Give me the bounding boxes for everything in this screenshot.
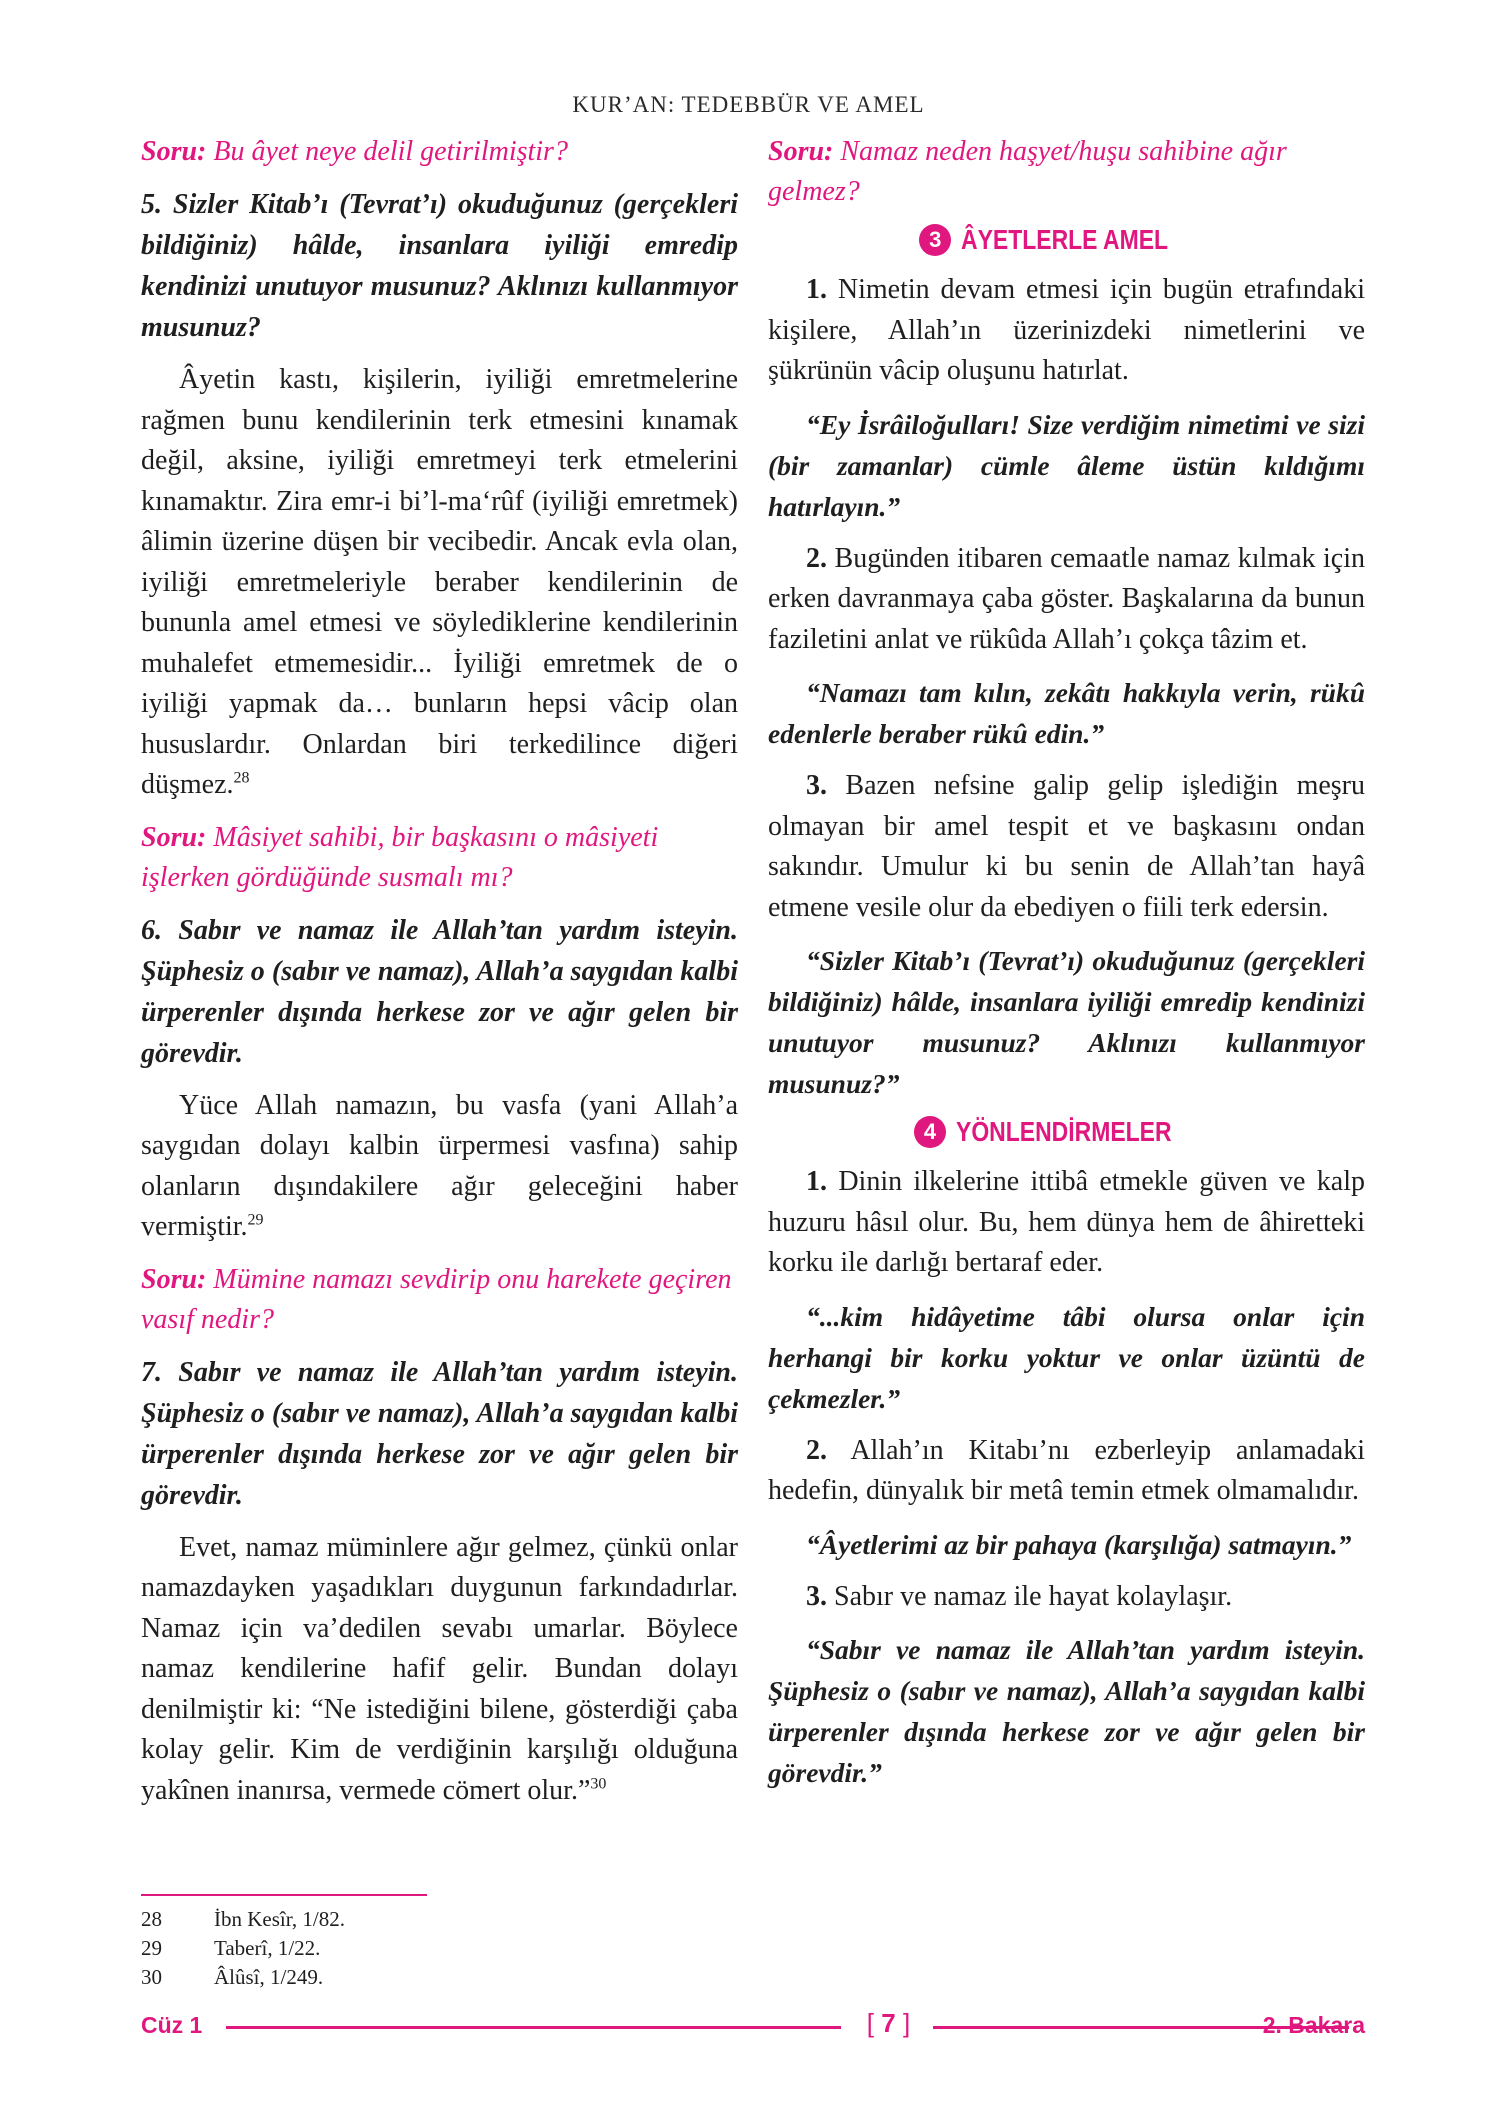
list-item [768,270,1365,392]
question-2 [141,818,738,898]
item-text: Bazen nefsine galip gelip işlediğin meşru olmayan bir amel tespit et ve başkasını ondan sakındır. Umulur ki bu senin de Allah’tan hayâ etmene vesile olur da ebediyen o fiili terk edersin. [768,770,1365,923]
verse-quote: “...kim hidâyetime tâbi olursa onlar için herhangi bir korku yoktur ve onlar üzüntü de çekmezler.” [768,1300,1365,1414]
footnotes [141,1905,641,1992]
item-number: 1. [806,274,827,305]
bracket-close: ] [902,2008,911,2038]
item-number: 3. [806,1580,827,1612]
item-text: Bugünden itibaren cemaatle namaz kılmak için erken davranmaya çaba göster. Başkalarına da bunun faziletini anlat ve rükûda Allah’ı çokça tâzim et. [768,542,1365,655]
verse-quote: “Ey İsrâiloğulları! Size verdiğim nimetimi ve sizi (bir zamanlar) cümle âleme üstün kıldığımı hatırlayın.” [768,408,1365,522]
item-number: 3. [806,770,827,801]
footnote-ref[interactable]: 30 [590,1775,607,1793]
item-number: 2. [806,1434,827,1466]
page-footer [141,2010,1365,2040]
footer-rule-left [226,2026,841,2029]
footnote-number: 29 [141,1936,162,1960]
footnote-divider [141,1894,427,1896]
question-label: Soru: [141,821,207,853]
footnote-text: İbn Kesîr, 1/82. [214,1907,345,1931]
list-item [768,1577,1365,1618]
footnote-text: Âlûsî, 1/249. [214,1965,324,1989]
list-item [768,539,1365,661]
item-number: 1. [806,1166,827,1197]
item-text: Dinin ilkelerine ittibâ etmekle güven ve kalp huzuru hâsıl olur. Bu, hem dünya hem de âhiretteki korku ile darlığı bertaraf eder. [768,1166,1365,1278]
bracket-open: [ [866,2008,875,2038]
section-title: YÖNLENDİRMELER [956,1116,1172,1147]
commentary-paragraph-3 [141,1528,738,1812]
question-1 [141,132,738,172]
left-column [141,132,738,1823]
page-number [861,2008,916,2039]
list-item [768,1431,1365,1512]
question-label: Soru: [141,1263,207,1295]
footnote-number: 30 [141,1965,162,1989]
section-number-badge: 4 [914,1116,946,1148]
list-item [768,1162,1365,1284]
paragraph-text: Evet, namaz müminlere ağır gelmez, çünkü onlar namazdayken yaşadıkları duygunun farkındadırlar. Namaz için va’dedilen sevabı umarlar. Böylece namaz kendilerine hafif gelir. Bundan dolayı denilmiştir ki: “Ne istediğini bilene, gösterdiği çaba kolay gelir. Kim de verdiğinin karşılığı olduğuna yakînen inanırsa, vermede cömert olur.” [141,1531,738,1806]
list-item [768,766,1365,928]
verse-quote: “Sabır ve namaz ile Allah’tan yardım isteyin. Şüphesiz o (sabır ve namaz), Allah’a saygıdan kalbi ürperenler dışında herkese zor ve ağır gelen bir görevdir.” [768,1634,1365,1788]
item-text: Allah’ın Kitabı’nı ezberleyip anlamadaki hedefin, dünyalık bir metâ temin etmek olmamalıdır. [768,1434,1365,1506]
question-text: Mümine namazı sevdirip onu harekete geçiren vasıf nedir? [141,1263,732,1335]
question-label: Soru: [141,136,207,167]
section-heading-4 [768,1116,1365,1148]
juz-label: Cüz 1 [141,2012,203,2038]
paragraph-text: Yüce Allah namazın, bu vasfa (yani Allah’a saygıdan dolayı kalbin ürpermesi vasfına) sahip olanların dışındakilere ağır geleceğini haber vermiştir. [141,1089,738,1242]
footnote-item [141,1963,641,1992]
question-text: Namaz neden haşyet/huşu sahibine ağır gelmez? [768,136,1287,207]
verse-quote: “Namazı tam kılın, zekâtı hakkıyla verin, rükû edenlerle beraber rükû edin.” [768,677,1365,749]
paragraph-text: Âyetin kastı, kişilerin, iyiliği emretmelerine rağmen bunu kendilerinin terk etmesini kınamak değil, aksine, iyiliği emretmeyi terk etmelerini kınamaktır. Zira emr-i bi’l-ma‘rûf (iyiliği emretmek) âlimin üzerine düşen bir vecibedir. Ancak evla olan, iyiliği emretmeleriyle beraber kendilerinin de bununla amel etmesi ve söylediklerine kendilerinin muhalefet etmemesidir... İyiliği emretmek de o iyiliği yapmak da… bunların hepsi vâcip olan hususlardır. Onlardan biri terkedilince diğeri düşmez. [141,364,738,800]
verse-quote: “Sizler Kitab’ı (Tevrat’ı) okuduğunuz (gerçekleri bildiğiniz) hâlde, insanlara iyiliği emredip kendinizi unutuyor musunuz? Aklınızı kullanmıyor musunuz?” [768,945,1365,1099]
footnote-text: Taberî, 1/22. [214,1936,321,1960]
item-text: Sabır ve namaz ile hayat kolaylaşır. [827,1580,1233,1612]
question-label: Soru: [768,136,834,167]
question-text: Bu âyet neye delil getirilmiştir? [206,136,568,167]
verse-6: 6. Sabır ve namaz ile Allah’tan yardım isteyin. Şüphesiz o (sabır ve namaz), Allah’a saygıdan kalbi ürperenler dışında herkese zor ve ağır gelen bir görevdir. [141,914,738,1069]
commentary-paragraph-1 [141,360,738,806]
verse-5: 5. Sizler Kitab’ı (Tevrat’ı) okuduğunuz (gerçekleri bildiğiniz) hâlde, insanlara iyiliği emredip kendinizi unutuyor musunuz? Aklınızı kullanmıyor musunuz? [141,189,738,343]
right-column [768,132,1365,1805]
footnote-item [141,1934,641,1963]
section-heading-3 [768,224,1365,256]
footnote-item [141,1905,641,1934]
question-text: Mâsiyet sahibi, bir başkasını o mâsiyeti işlerken gördüğünde susmalı mı? [141,821,659,893]
question-4 [768,132,1365,212]
footnote-ref[interactable]: 28 [233,769,250,787]
verse-quote: “Âyetlerimi az bir pahaya (karşılığa) satmayın.” [806,1528,1352,1560]
footnote-ref[interactable]: 29 [247,1211,264,1229]
surah-label: 2. Bakara [1262,2012,1365,2038]
section-number-badge: 3 [919,224,951,256]
running-header: KUR’AN: TEDEBBÜR VE AMEL [572,92,925,117]
footnote-number: 28 [141,1907,162,1931]
commentary-paragraph-2 [141,1086,738,1248]
verse-7: 7. Sabır ve namaz ile Allah’tan yardım isteyin. Şüphesiz o (sabır ve namaz), Allah’a saygıdan kalbi ürperenler dışında herkese zor ve ağır gelen bir görevdir. [141,1356,738,1511]
section-title: ÂYETLERLE AMEL [961,224,1169,255]
question-3 [141,1260,738,1340]
item-number: 2. [806,542,827,574]
item-text: Nimetin devam etmesi için bugün etrafındaki kişilere, Allah’ın üzerinizdeki nimetlerini ve şükrünün vâcip oluşunu hatırlat. [768,274,1365,386]
page-number-value: 7 [881,2008,896,2038]
